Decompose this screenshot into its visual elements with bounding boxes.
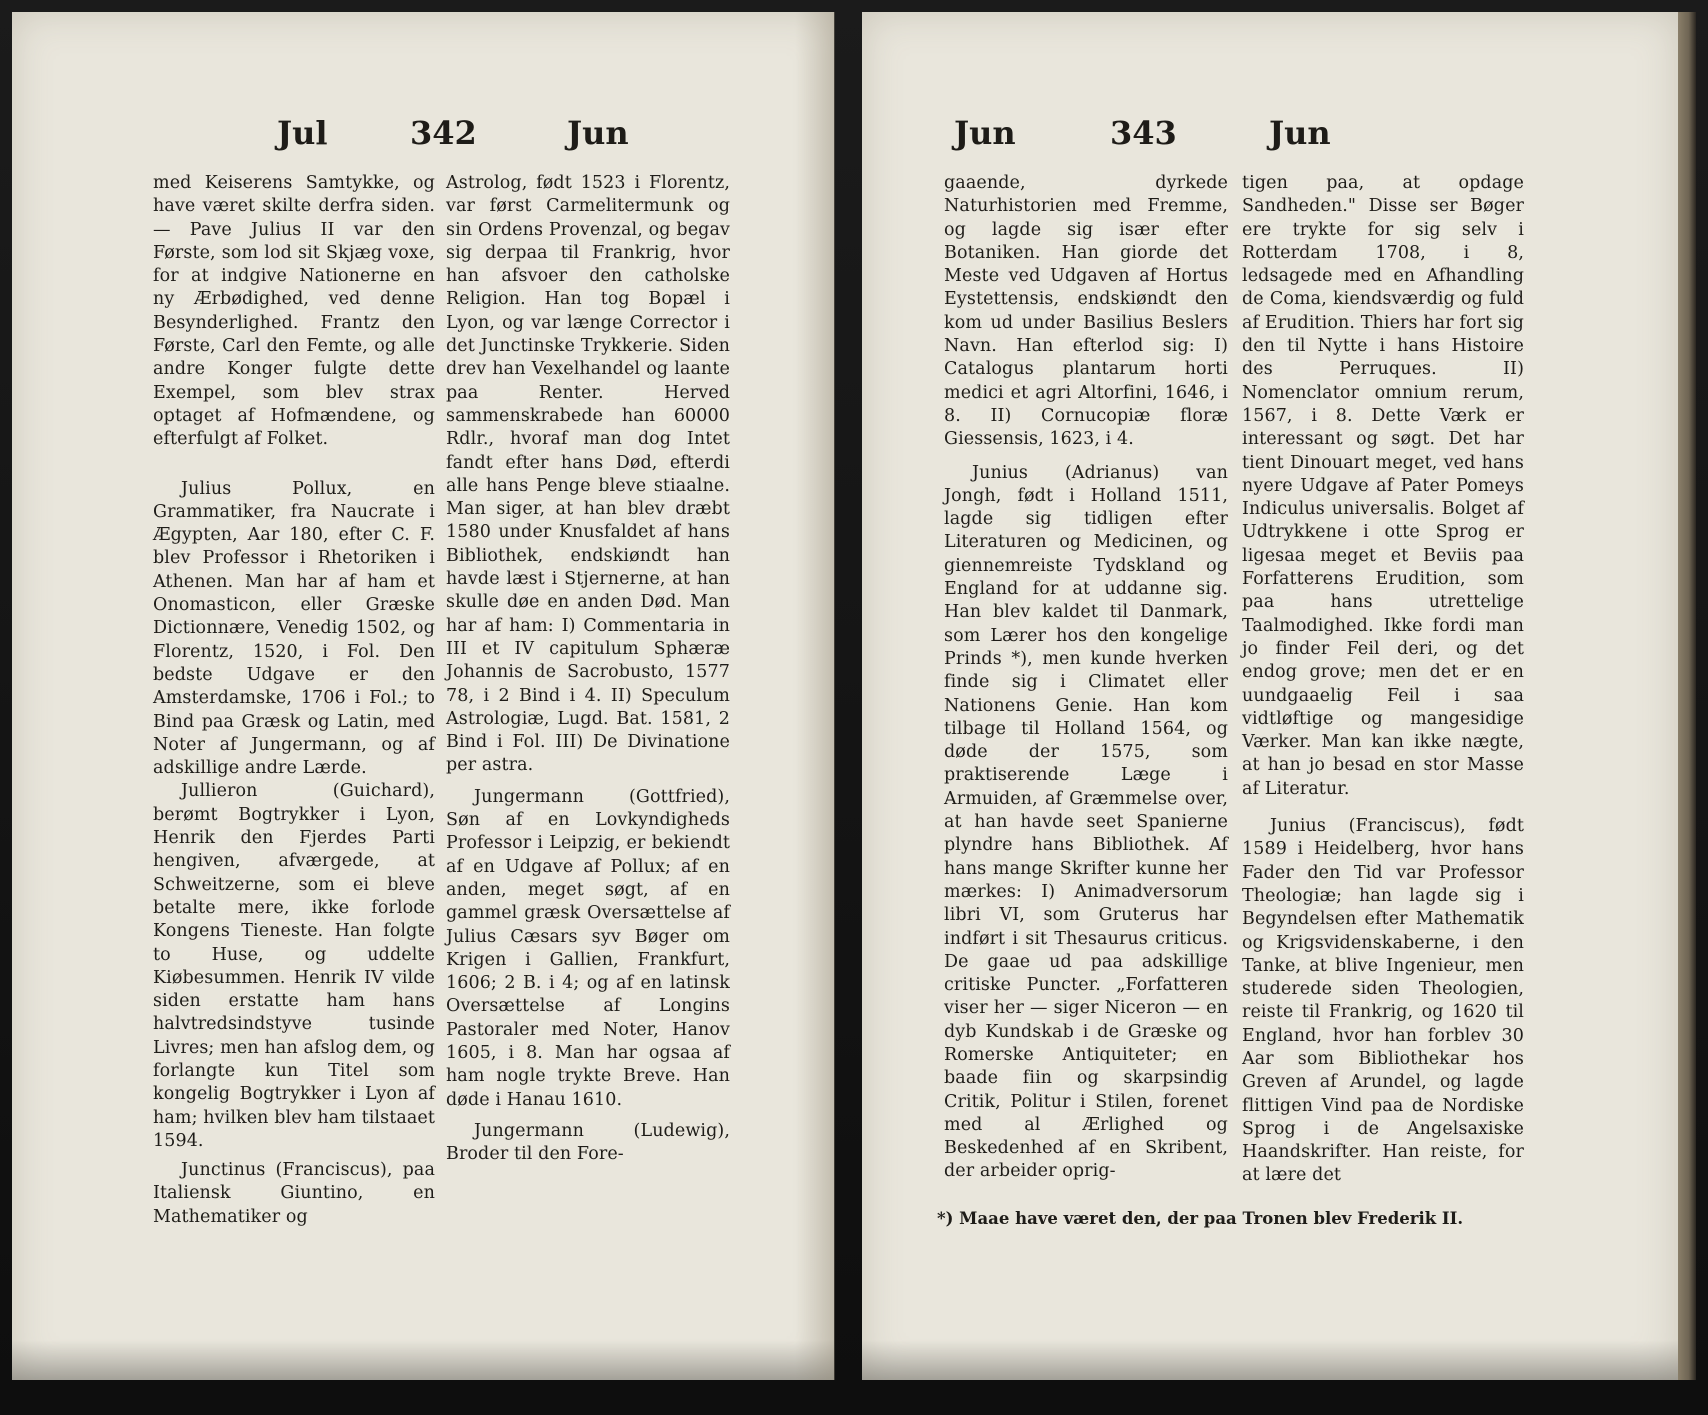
paragraph: gaaende, dyrkede Naturhistorien med Fremme, og lagde sig især efter Botaniken. Han giorde det Meste ved Udgaven af Hortus Eystettensis, endskiøndt den kom ud under Basilius Beslers Navn. Han efterlod sig: I) Catalogus plantarum horti medici et agri Altorfini, 1646, i 8. II) Cornucopiæ floræ Giessensis, 1623, i 4. xyxy=(944,173,1228,450)
right-page-number: 343 xyxy=(1110,114,1177,152)
left-page-header xyxy=(12,114,834,164)
paragraph: Astrolog, født 1523 i Florentz, var først Carmelitermunk og sin Ordens Provenzal, og begav sig derpaa til Frankrig, hvor han afsvoer den catholske Religion. Han tog Bopæl i Lyon, og var længe Corrector i det Junctinske Trykkerie. Siden drev han Vexelhandel og laante paa Renter. Herved sammenskrabede han 60000 Rdlr., hvoraf man dog Intet fandt efter hans Død, efterdi alle hans Penge bleve stiaalne. Man siger, at han blev dræbt 1580 under Knusfaldet af hans Bibliothek, endskiøndt han havde læst i Stjernerne, at han skulle døe en anden Død. Man har af ham: I) Commentaria in III et IV capitulum Sphæræ Johannis de Sacrobusto, 1577 78, i 2 Bind i 4. II) Speculum Astrologiæ, Lugd. Bat. 1581, 2 Bind i Fol. III) De Divinatione per astra. xyxy=(446,173,730,776)
left-page-number: 342 xyxy=(410,114,477,152)
right-page-column-1 xyxy=(944,172,1228,1184)
right-page-header xyxy=(862,114,1678,164)
entry-junctinus: Junctinus (Franciscus), paa Italiensk Giuntino, en Mathematiker og xyxy=(153,1160,435,1227)
page-edge xyxy=(1678,12,1696,1380)
entry-jullieron: Jullieron (Guichard), berømt Bogtrykker i Lyon, Henrik den Fjerdes Parti hengiven, afværgede, at Schweitzerne, som ei bleve betalte mere, ikke forlode Kongens Tieneste. Han folgte to Huse, og uddelte Kiøbesummen. Henrik IV vilde siden erstatte ham hans halvtredsindstyve tusinde Livres; men han afslog dem, og forlangte kun Titel som kongelig Bogtrykker i Lyon af ham; hvilken blev ham tilstaaet 1594. xyxy=(153,781,435,1151)
entry-junius-franciscus: Junius (Franciscus), født 1589 i Heidelberg, hvor hans Fader den Tid var Professor Theologiæ; han lagde sig i Begyndelsen efter Mathematik og Krigsvidenskaberne, i den Tanke, at blive Ingenieur, men studerede siden Theologien, reiste til Frankrig, og 1620 til England, hvor han forblev 30 Aar som Bibliothekar hos Greven af Arundel, og lagde flittigen Vind paa de Nordiske Sprog i de Angelsaxiske Haandskrifter. Han reiste, for at lære det xyxy=(1242,816,1524,1186)
entry-junius-adrianus: Junius (Adrianus) van Jongh, født i Holland 1511, lagde sig tidligen efter Literaturen og Medicinen, og giennemreiste Tydskland og England for at uddanne sig. Han blev kaldet til Danmark, som Lærer hos den kongelige Prinds *), men kunde hverken finde sig i Climatet eller Nationens Genie. Han kom tilbage til Holland 1564, og døde der 1575, som praktiserende Læge i Armuiden, af Græmmelse over, at han havde seet Spanierne plyndre hans Bibliothek. Af hans mange Skrifter kunne her mærkes: I) Animadversorum libri VI, som Gruterus har indført i sit Thesaurus criticus. De gaae ud paa adskillige critiske Puncter. „Forfatteren viser her — siger Niceron — en dyb Kundskab i de Græske og Romerske Antiquiteter; en baade fiin og skarpsindig Critik, Politur i Stilen, forenet med al Ærlighed og Beskedenhed af en Skribent, der arbeider oprig- xyxy=(944,462,1228,1182)
left-header-left-word: Jul xyxy=(277,114,328,152)
left-header-right-word: Jun xyxy=(567,114,629,152)
entry-julius-pollux: Julius Pollux, en Grammatiker, fra Naucrate i Ægypten, Aar 180, efter C. F. blev Professor i Rhetoriken i Athenen. Man har af ham et Onomasticon, eller Græske Dictionnære, Venedig 1502, og Florentz, 1520, i Fol. Den bedste Udgave er den Amsterdamske, 1706 i Fol.; to Bind paa Græsk og Latin, med Noter af Jungermann, og af adskillige andre Lærde. xyxy=(153,478,435,779)
left-page-column-2 xyxy=(446,172,730,1166)
right-page-column-2 xyxy=(1242,172,1524,1188)
right-header-left-word: Jun xyxy=(954,114,1016,152)
right-header-right-word: Jun xyxy=(1269,114,1331,152)
entry-jungermann-gottfried: Jungermann (Gottfried), Søn af en Lovkyndigheds Professor i Leipzig, er bekiendt af en Udgave af Pollux; af en anden, meget søgt, af en gammel græsk Oversættelse af Julius Cæsars syv Bøger om Krigen i Gallien, Frankfurt, 1606; 2 B. i 4; og af en latinsk Oversættelse af Longins Pastoraler med Noter, Hanov 1605, i 8. Man har ogsaa af ham nogle trykte Breve. Han døde i Hanau 1610. xyxy=(446,786,730,1110)
entry-jungermann-ludewig: Jungermann (Ludewig), Broder til den Fore- xyxy=(446,1120,730,1165)
paragraph: med Keiserens Samtykke, og have været skilte derfra siden. — Pave Julius II var den Første, som lod sit Skjæg voxe, for at indgive Nationerne en ny Ærbødighed, ved denne Besynderlighed. Frantz den Første, Carl den Femte, og alle andre Konger fulgte dette Exempel, som blev strax optaget af Hofmændene, og efterfulgt af Folket. xyxy=(153,173,435,450)
left-page-column-1 xyxy=(153,172,435,1229)
left-page xyxy=(12,12,834,1380)
right-page xyxy=(862,12,1678,1380)
footnote: *) Maae have været den, der paa Tronen blev Frederik II. xyxy=(937,1209,1464,1228)
paragraph: tigen paa, at opdage Sandheden." Disse ser Bøger ere trykte for sig selv i Rotterdam 1708, i 8, ledsagede med en Afhandling de Coma, kiendsværdig og fuld af Erudition. Thiers har fort sig den til Nytte i hans Histoire des Perruques. II) Nomenclator omnium rerum, 1567, i 8. Dette Værk er interessant og søgt. Det har tient Dinouart meget, ved hans nyere Udgave af Pater Pomeys Indiculus universalis. Bolget af Udtrykkene i otte Sprog er ligesaa meget et Beviis paa Forfatterens Erudition, som paa hans utrettelige Taalmodighed. Ikke fordi man jo finder Feil deri, og det endog grove; men det er en uundgaaelig Feil i saa vidtløftige og mangesidige Værker. Man kan ikke nægte, at han jo besad en stor Masse af Literatur. xyxy=(1242,173,1524,799)
